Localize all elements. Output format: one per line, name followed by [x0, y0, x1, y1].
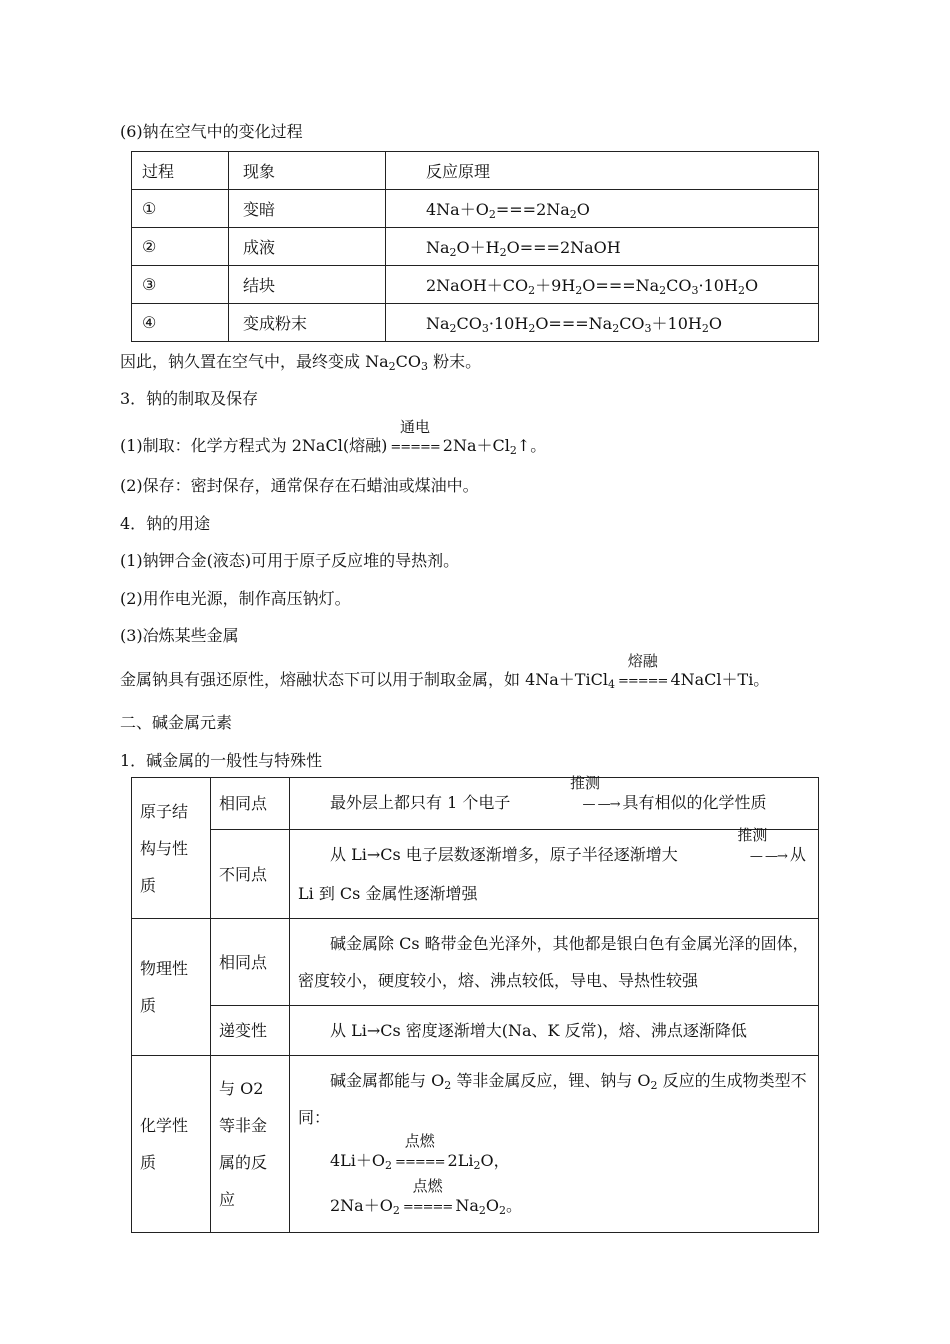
- step-cell: ②: [132, 228, 229, 266]
- atomic-same-label: 相同点: [211, 778, 290, 830]
- principle-cell: $Na_2CO_3\cdot 10H_2O===Na_2CO_3+10H_2O$: [386, 304, 819, 342]
- table-row: [132, 1006, 819, 1056]
- smelt-suffix: 4NaCl＋Ti。: [670, 670, 770, 689]
- header-phenomenon: 现象: [229, 152, 386, 190]
- principle-cell: $4Na+O_2===2Na_2O$: [386, 190, 819, 228]
- intro-c: 反应的生成物类型不同：: [298, 1071, 807, 1127]
- use-3: (3)冶炼某些金属: [120, 626, 239, 645]
- table-row: [132, 304, 819, 342]
- arrow-condition: 点燃: [412, 1177, 443, 1195]
- table-row: [132, 228, 819, 266]
- step-cell: ③: [132, 266, 229, 304]
- equation-sodium: $2Na+O_2$ 点燃 ===== $Na_2O_2$。: [298, 1187, 810, 1226]
- phenomenon-cell: 成液: [229, 228, 386, 266]
- table-header-row: [132, 152, 819, 190]
- section-6-title: (6)钠在空气中的变化过程: [120, 122, 303, 141]
- smelting-equation: 金属钠具有强还原性，熔融状态下可以用于制取金属，如 4Na＋TiCl$_4$ 熔融 ===== 4NaCl＋Ti。: [120, 652, 770, 691]
- principle-cell: $2NaOH+CO_2+9H_2O===Na_2CO_3\cdot 10H_2O$: [386, 266, 819, 304]
- intro-b: 等非金属反应，锂、钠与 O: [456, 1071, 651, 1090]
- physical-same-label: 相同点: [211, 919, 290, 1006]
- atomic-diff-a: 从 Li→Cs 电子层数逐渐增多，原子半径逐渐增大: [330, 845, 678, 864]
- table-row: [132, 919, 819, 1006]
- arrow-condition: 熔融: [627, 652, 658, 670]
- phenomenon-cell: 变暗: [229, 190, 386, 228]
- equals-arrow: 通电 =====: [390, 418, 440, 455]
- section-2-title: 二、碱金属元素: [120, 713, 233, 732]
- use-2: (2)用作电光源，制作高压钠灯。: [120, 589, 351, 608]
- header-process: 过程: [132, 152, 229, 190]
- header-principle: 反应原理: [386, 152, 819, 190]
- smelt-prefix: 金属钠具有强还原性，熔融状态下可以用于制取金属，如 4Na＋TiCl: [120, 670, 608, 689]
- phenomenon-cell: 结块: [229, 266, 386, 304]
- physical-same-text: 碱金属除 Cs 略带金色光泽外，其他都是银白色有金属光泽的固体，密度较小，硬度较小，熔、沸点较低，导电、导热性较强: [290, 919, 819, 1006]
- infer-arrow: 推测 — —→: [518, 784, 619, 823]
- eq2-suffix: 。: [505, 1196, 522, 1215]
- step-cell: ④: [132, 304, 229, 342]
- alkali-metals-table: [131, 774, 819, 1233]
- physical-trend-label: 递变性: [211, 1006, 290, 1056]
- principle-cell: $Na_2O+H_2O===2NaOH$: [386, 228, 819, 266]
- heading-1: 1．碱金属的一般性与特殊性: [120, 751, 323, 770]
- chemical-text: [290, 1056, 819, 1233]
- conclusion-suffix: 粉末。: [433, 352, 482, 371]
- equals-arrow: 点燃 =====: [395, 1142, 444, 1181]
- table-row: [132, 266, 819, 304]
- physical-category: 物理性质: [132, 919, 211, 1056]
- intro-a: 碱金属都能与 O: [330, 1071, 445, 1090]
- atomic-diff-b: 从 Li 到 Cs 金属性逐渐增强: [298, 845, 806, 903]
- table-row: [132, 1056, 819, 1233]
- atomic-diff-text: [290, 826, 819, 919]
- sodium-air-table: [131, 151, 819, 342]
- prep-suffix: 。: [530, 436, 547, 455]
- atomic-diff-label: 不同点: [211, 830, 290, 919]
- chemical-intro: 碱金属都能与 $O_2$ 等非金属反应，锂、钠与 $O_2$ 反应的生成物类型不同：: [298, 1071, 807, 1127]
- conclusion-prefix: 因此，钠久置在空气中，最终变成: [120, 352, 361, 371]
- atomic-same-b: 具有相似的化学性质: [622, 793, 767, 812]
- atomic-same-a: 最外层上都只有 1 个电子: [330, 793, 511, 812]
- phenomenon-cell: 变成粉末: [229, 304, 386, 342]
- equals-arrow: 点燃 =====: [403, 1187, 452, 1226]
- arrow-condition: 推测: [569, 774, 600, 792]
- arrow-condition: 点燃: [404, 1132, 435, 1150]
- equation-lithium: $4Li+O_2$ 点燃 ===== $2Li_2O$，: [298, 1142, 810, 1181]
- use-1: (1)钠钾合金(液态)可用于原子反应堆的导热剂。: [120, 551, 460, 570]
- infer-arrow: 推测 — —→: [686, 836, 787, 875]
- table-row: [132, 830, 819, 919]
- equals-arrow: 熔融 =====: [617, 652, 668, 689]
- arrow-condition: 推测: [737, 826, 768, 844]
- prep-prefix: (1)制取：化学方程式为 2NaCl(熔融): [120, 436, 388, 455]
- preparation-equation: (1)制取：化学方程式为 2NaCl(熔融) 通电 ===== $2Na+Cl_2↑$。: [120, 418, 547, 457]
- storage-text: (2)保存：密封保存，通常保存在石蜡油或煤油中。: [120, 476, 479, 495]
- eq1-suffix: ，: [493, 1151, 510, 1170]
- physical-trend-text: 从 Li→Cs 密度逐渐增大(Na、K 反常)，熔、沸点逐渐降低: [290, 1006, 819, 1056]
- chemical-sub-label: 与 O2 等非金属的反应: [211, 1056, 290, 1233]
- conclusion-text: 因此，钠久置在空气中，最终变成 $Na_2CO_3$ 粉末。: [120, 352, 482, 373]
- table-row: [132, 190, 819, 228]
- heading-4: 4．钠的用途: [120, 514, 211, 533]
- arrow-condition: 通电: [400, 418, 431, 436]
- atomic-category: 原子结构与性质: [132, 778, 211, 919]
- heading-3: 3．钠的制取及保存: [120, 389, 259, 408]
- chemical-category: 化学性质: [132, 1056, 211, 1233]
- step-cell: ①: [132, 190, 229, 228]
